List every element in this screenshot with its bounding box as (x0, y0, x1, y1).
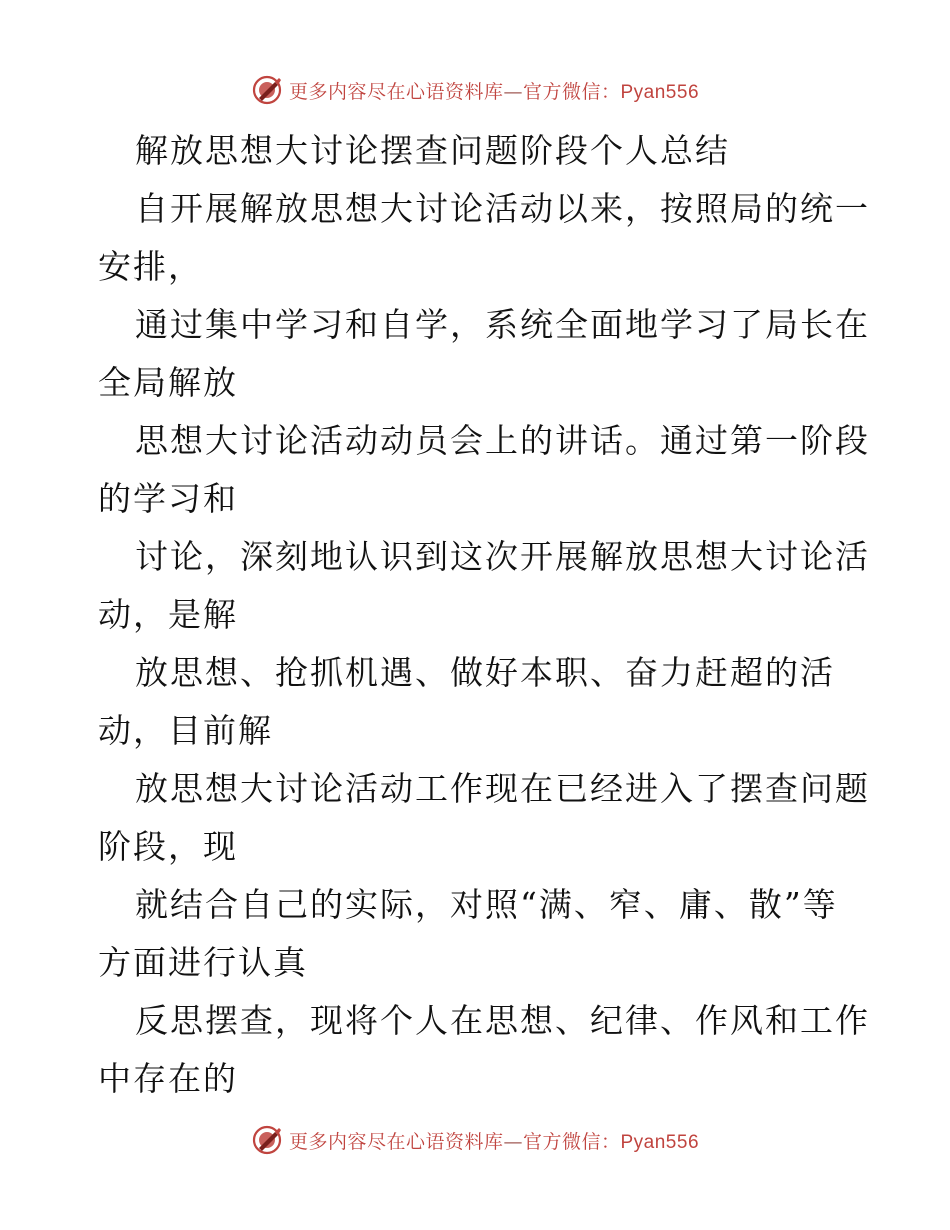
paragraph-line: 自开展解放思想大讨论活动以来，按照局的统一 (135, 189, 870, 228)
watermark-text: 更多内容尽在心语资料库—官方微信：Pyan556 (288, 1130, 700, 1153)
document-body (98, 122, 870, 1108)
paragraph-line: 全局解放 (98, 363, 238, 402)
paragraph-line: 放思想大讨论活动工作现在已经进入了摆查问题 (135, 769, 870, 808)
paragraph-line: 动，目前解 (98, 711, 273, 750)
paragraph-line: 安排， (98, 247, 203, 286)
pen-logo-icon (251, 74, 283, 106)
footer-watermark-banner (0, 1120, 950, 1160)
paragraph-line: 就结合自己的实际，对照“满、窄、庸、散”等 (135, 885, 838, 924)
paragraph-line: 的学习和 (98, 479, 238, 518)
paragraph-line: 思想大讨论活动动员会上的讲话。通过第一阶段 (135, 421, 870, 460)
paragraph-line: 动，是解 (98, 595, 238, 634)
document-title: 解放思想大讨论摆查问题阶段个人总结 (135, 131, 730, 170)
paragraph-line: 中存在的 (98, 1059, 238, 1098)
paragraph-line: 放思想、抢抓机遇、做好本职、奋力赶超的活 (135, 653, 835, 692)
watermark-text: 更多内容尽在心语资料库—官方微信：Pyan556 (288, 80, 700, 103)
header-watermark-banner (0, 70, 950, 110)
pen-logo-icon (251, 1124, 283, 1156)
paragraph-line: 通过集中学习和自学，系统全面地学习了局长在 (135, 305, 870, 344)
paragraph-line: 讨论，深刻地认识到这次开展解放思想大讨论活 (135, 537, 870, 576)
paragraph-line: 方面进行认真 (98, 943, 308, 982)
paragraph-line: 反思摆查，现将个人在思想、纪律、作风和工作 (135, 1001, 870, 1040)
paragraph-line: 阶段，现 (98, 827, 238, 866)
